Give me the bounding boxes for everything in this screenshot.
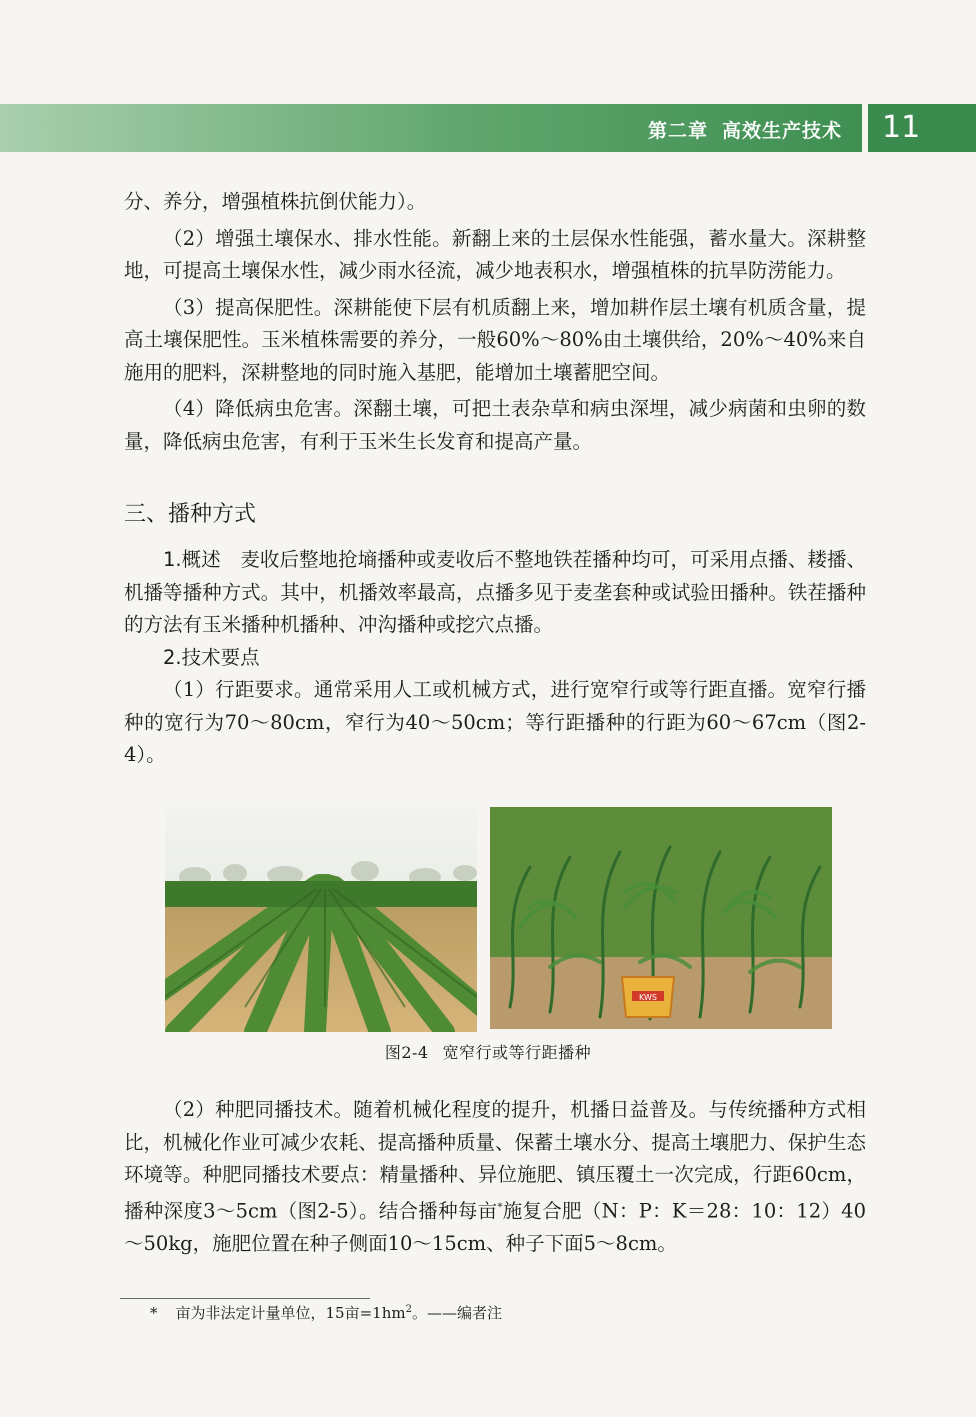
footnote-text-b: 。——编者注 <box>411 1304 502 1322</box>
text-block-seed-fertilizer <box>124 1094 866 1260</box>
sign-text: KWS <box>639 993 657 1002</box>
overview-text: 麦收后整地抢墒播种或麦收后不整地铁茬播种均可，可采用点播、耧播、机播等播种方式。其中，机播效率最高，点播多见于麦垄套种或试验田播种。铁茬播种的方法有玉米播种机播种、冲沟播种或挖穴点播。 <box>124 548 866 636</box>
figure-caption <box>0 1040 976 1063</box>
figure-caption-text: 宽窄行或等行距播种 <box>442 1043 592 1062</box>
figure-label: 图2-4 <box>384 1043 429 1062</box>
seed-fertilizer-text-a: （2）种肥同播技术。随着机械化程度的提升，机播日益普及。与传统播种方式相比，机械化作业可减少农耗、提高播种质量、保蓄土壤水分、提高土壤肥力、保护生态环境等。种肥同播技术要点：精量播种、异位施肥、镇压覆土一次完成，行距60cm，播种深度3～5cm（图2-5）。结合播种每亩 <box>124 1098 866 1222</box>
paragraph-overview <box>124 544 866 642</box>
footnote-divider <box>120 1298 370 1299</box>
seed-fertilizer-text-b: 施复合肥（N：P：K＝28：10：12）40～50kg，施肥位置在种子侧面10～15cm、种子下面5～8cm。 <box>124 1199 866 1255</box>
footnote <box>150 1302 502 1323</box>
paragraph-seed-fertilizer <box>124 1094 866 1260</box>
footnote-sup: 2 <box>405 1304 412 1315</box>
text-block-sowing <box>124 544 866 772</box>
footnote-text-a: 亩为非法定计量单位，15亩=1hm <box>175 1304 406 1322</box>
chapter-label <box>648 116 842 143</box>
paragraph: （4）降低病虫危害。深翻土壤，可把土表杂草和病虫深埋，减少病菌和虫卵的数量，降低病虫危害，有利于玉米生长发育和提高产量。 <box>124 397 866 453</box>
page-number-box <box>868 104 976 152</box>
chapter-title: 高效生产技术 <box>721 120 842 142</box>
footnote-mark: * <box>497 1201 503 1213</box>
points-head: 2.技术要点 <box>163 645 260 669</box>
paragraph-row-spacing: （1）行距要求。通常采用人工或机械方式，进行宽窄行或等行距直播。宽窄行播种的宽行为70～80cm，窄行为40～50cm；等行距播种的行距为60～67cm（图2-4）。 <box>124 678 866 766</box>
photo-equal-rows <box>490 807 832 1029</box>
section-title: 三、播种方式 <box>124 502 257 527</box>
photo-wide-narrow-rows <box>165 807 477 1032</box>
text-block-deep-plowing <box>124 186 866 458</box>
page-number: 11 <box>882 110 921 145</box>
chapter-number: 第二章 <box>647 120 708 142</box>
footnote-asterisk: * <box>150 1304 158 1322</box>
paragraph: 分、养分，增强植株抗倒伏能力）。 <box>124 190 427 213</box>
paragraph: （3）提高保肥性。深耕能使下层有机质翻上来，增加耕作层土壤有机质含量，提高土壤保肥性。玉米植株需要的养分，一般60%～80%由土壤供给，20%～40%来自施用的肥料，深耕整地的同时施入基肥，能增加土壤蓄肥空间。 <box>124 295 866 384</box>
paragraph: （2）增强土壤保水、排水性能。新翻上来的土层保水性能强，蓄水量大。深耕整地，可提高土壤保水性，减少雨水径流，减少地表积水，增强植株的抗旱防涝能力。 <box>124 226 866 282</box>
overview-head: 1.概述 <box>163 548 221 571</box>
chapter-header-band <box>0 104 862 152</box>
